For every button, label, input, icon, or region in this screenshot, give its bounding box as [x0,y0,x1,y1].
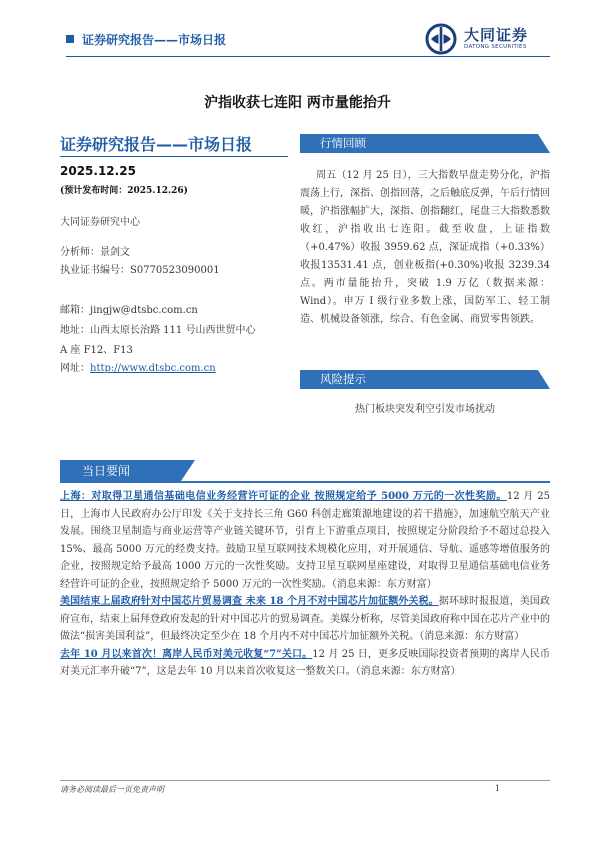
news-header [60,460,550,481]
news-item [60,488,550,593]
footer-disclaimer: 请务必阅读最后一页免责声明 [60,785,164,794]
risk-heading: 风险提示 [320,372,366,386]
cert-number: 执业证书编号：S0770523090001 [60,265,220,276]
logo-text-en: DATONG SECURITIES [464,44,527,50]
risk-header [300,370,550,389]
market-review-header [300,134,550,153]
news-item [60,593,550,646]
header-spacer [195,460,550,481]
subtitle-divider [60,156,288,157]
header-report-type: 证券研究报告——市场日报 [82,33,227,47]
logo-icon [424,23,458,55]
report-date: 2025.12.25 [60,164,136,178]
header-divider [66,56,550,57]
org-name: 大同证券研究中心 [60,217,140,228]
company-logo [424,22,550,56]
news-divider [60,481,550,483]
report-title: 沪指收获七连阳 两市量能抬升 [204,95,391,111]
news-headline[interactable]: 美国结束上届政府针对中国芯片贸易调查 未来 18 个月不对中国芯片加征额外关税。 [60,596,439,607]
email-info: 邮箱：jingjw@dtsbc.com.cn [60,305,198,316]
risk-body: 热门板块突发利空引发市场扰动 [355,404,495,415]
website-link[interactable]: http://www.dtsbc.com.cn [90,363,216,374]
website-label: 网址： [60,363,90,374]
news-heading: 当日要闻 [82,464,131,478]
news-body: 12 月 25 日，更多反映国际投资者预期的离岸人民币对美元汇率升破“7”，这是去年 10 月以来首次收复这一整数关口。（消息来源：东方财富） [60,648,550,677]
header-corner [538,370,550,389]
news-list [60,488,550,681]
market-review-body: 周五（12 月 25 日），三大指数早盘走势分化，沪指震荡上行，深指、创指回落，之后触底反弹，午后行情回暖，沪指涨幅扩大，深指、创指翻红，尾盘三大指数悉数收红，沪指收出七连阳。截至收盘，上证指数（+0.47%）收报 3959.62 点，深证成指（+0.33%）收报13531.41 点，创业板指(+0.30%)收报 3239.34点。两市量能抬升，突破 1.9 万亿（数据来源：Wind）。申万 I 级行业多数上涨，国防军工、轻工制造、机械设备领涨，综合、有色金属、商贸零售领跌。 [300,170,550,325]
news-item [60,646,550,681]
news-body: 12 月 25 日，上海市人民政府办公厅印发《关于支持长三角 G60 科创走廊策源地建设的若干措施》，加速航空航天产业发展。围绕卫星制造与商业运营等产业链关键环节，引育上下游重点项目，按照规定分阶段给予不超过总投入 15%、最高 5000 万元的经费支持。鼓励卫星互联网技术规模化应用，对开展通信、导航、遥感等增值服务的企业，按照规定给予最高 1000 万元的一次性奖励。支持卫星互联网星座建设，对取得卫星通信基础电信业务经营许可证的企业，按照规定给予 5000 万元的一次性奖励。（消息来源：东方财富） [60,491,550,590]
page-number: 1 [494,784,500,793]
footer-divider [60,780,550,781]
publish-time: (预计发布时间：2025.12.26) [60,186,188,196]
address-line-1: 地址：山西太原长治路 111 号山西世贸中心 [60,325,256,336]
website-info [60,360,216,378]
news-headline[interactable]: 去年 10 月以来首次！离岸人民币对美元收复“7”关口。 [60,648,313,660]
header-marker [66,35,74,43]
header-corner [538,134,550,153]
header-corner [181,460,195,481]
address-line-2: A 座 F12、F13 [60,345,133,356]
market-review-heading: 行情回顾 [320,136,366,150]
news-body: 据环球时报报道，美国政府宣布，结束上届拜登政府发起的针对中国芯片的贸易调查。美媒分析称，尽管美国政府称中国在芯片产业中的做法“损害美国利益”，但最终决定至少在 18 个月内不对中国芯片加征额外关税。（消息来源：东方财富） [60,596,550,642]
news-headline[interactable]: 上海：对取得卫星通信基础电信业务经营许可证的企业 按照规定给予 5000 万元的一次性奖励。 [60,491,507,502]
report-subtitle: 证券研究报告——市场日报 [60,135,253,154]
analyst-name: 分析师：景剑文 [60,247,130,258]
logo-text-cn: 大同证券 [464,26,529,44]
